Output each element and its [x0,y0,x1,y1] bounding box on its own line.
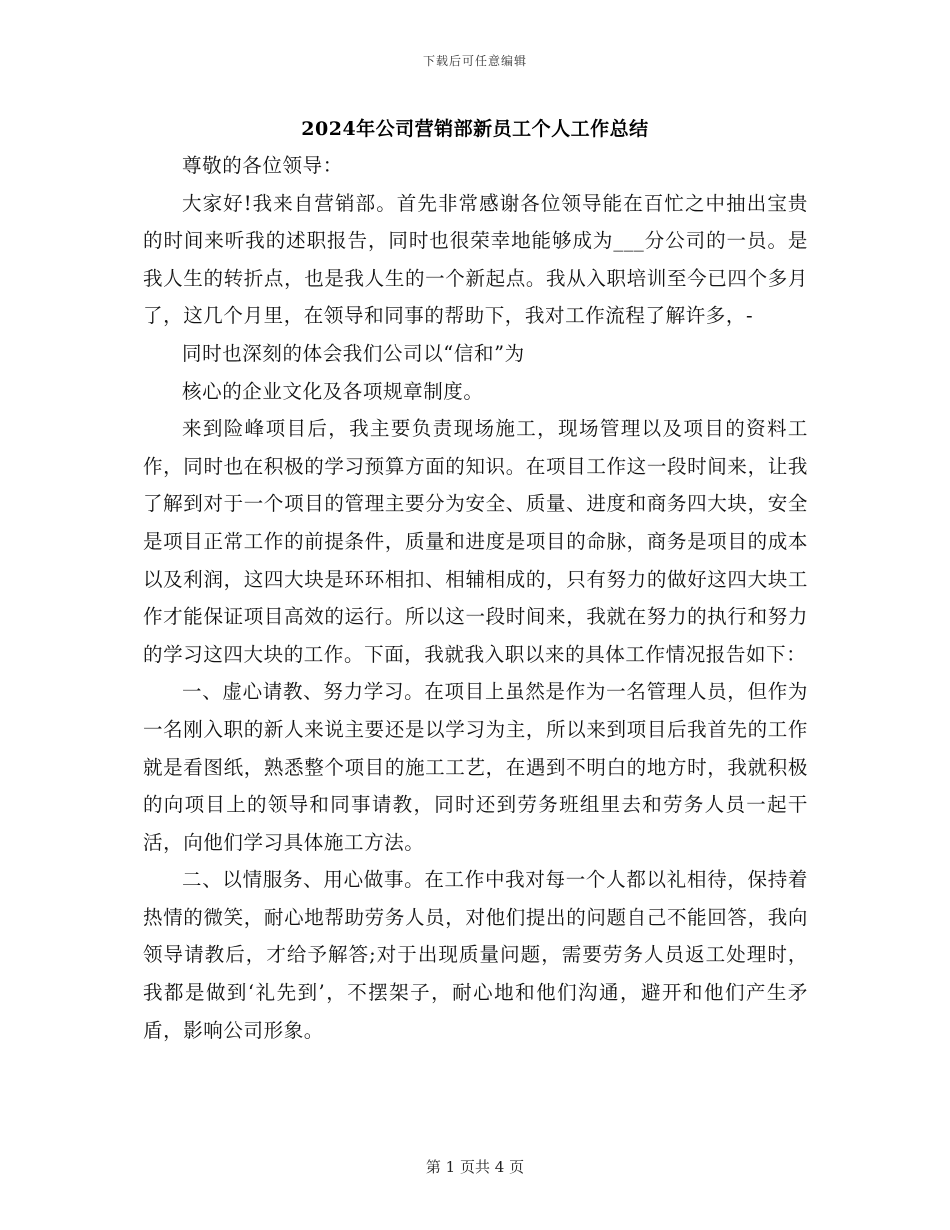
salutation: 尊敬的各位领导： [182,154,343,177]
edit-note: 下载后可任意编辑 [422,54,527,68]
paragraph-section-one: 一、虚心请教、努力学习。在项目上虽然是作为一名管理人员，但作为一名刚入职的新人来说主要还是以学习为主，所以来到项目后我首先的工作就是看图纸，熟悉整个项目的施工工艺，在遇到不明白的地方时，我就积极的向项目上的领导和同事请教，同时还到劳务班组里去和劳务人员一起干活，向他们学习具体施工方法。 [143,680,808,854]
document-title: 2024年公司营销部新员工个人工作总结 [301,118,649,140]
paragraph-section-two: 二、以情服务、用心做事。在工作中我对每一个人都以礼相待，保持着热情的微笑，耐心地帮助劳务人员，对他们提出的问题自己不能回答，我向领导请教后，才给予解答;对于出现质量问题，需要劳务人员返工处理时，我都是做到‘礼先到’，不摆架子，耐心地和他们沟通，避开和他们产生矛盾，影响公司形象。 [143,868,808,1042]
page-number: 第 1 页共 4 页 [425,1158,525,1176]
paragraph-culture-2: 核心的企业文化及各项规章制度。 [182,379,484,403]
paragraph-culture-1: 同时也深刻的体会我们公司以“信和”为 [182,341,525,365]
document-body [143,147,808,1049]
paragraph-project: 来到险峰项目后，我主要负责现场施工，现场管理以及项目的资料工作，同时也在积极的学习预算方面的知识。在项目工作这一段时间来，让我了解到对于一个项目的管理主要分为安全、质量、进度和商务四大块，安全是项目正常工作的前提条件，质量和进度是项目的命脉，商务是项目的成本以及利润，这四大块是环环相扣、相辅相成的，只有努力的做好这四大块工作才能保证项目高效的运行。所以这一段时间来，我就在努力的执行和努力的学习这四大块的工作。下面，我就我入职以来的具体工作情况报告如下： [143,417,808,666]
paragraph-intro: 大家好!我来自营销部。首先非常感谢各位领导能在百忙之中抽出宝贵的时间来听我的述职报告，同时也很荣幸地能够成为___分公司的一员。是我人生的转折点，也是我人生的一个新起点。我从入职培训至今已四个多月了，这几个月里，在领导和同事的帮助下，我对工作流程了解许多，- [143,191,808,328]
